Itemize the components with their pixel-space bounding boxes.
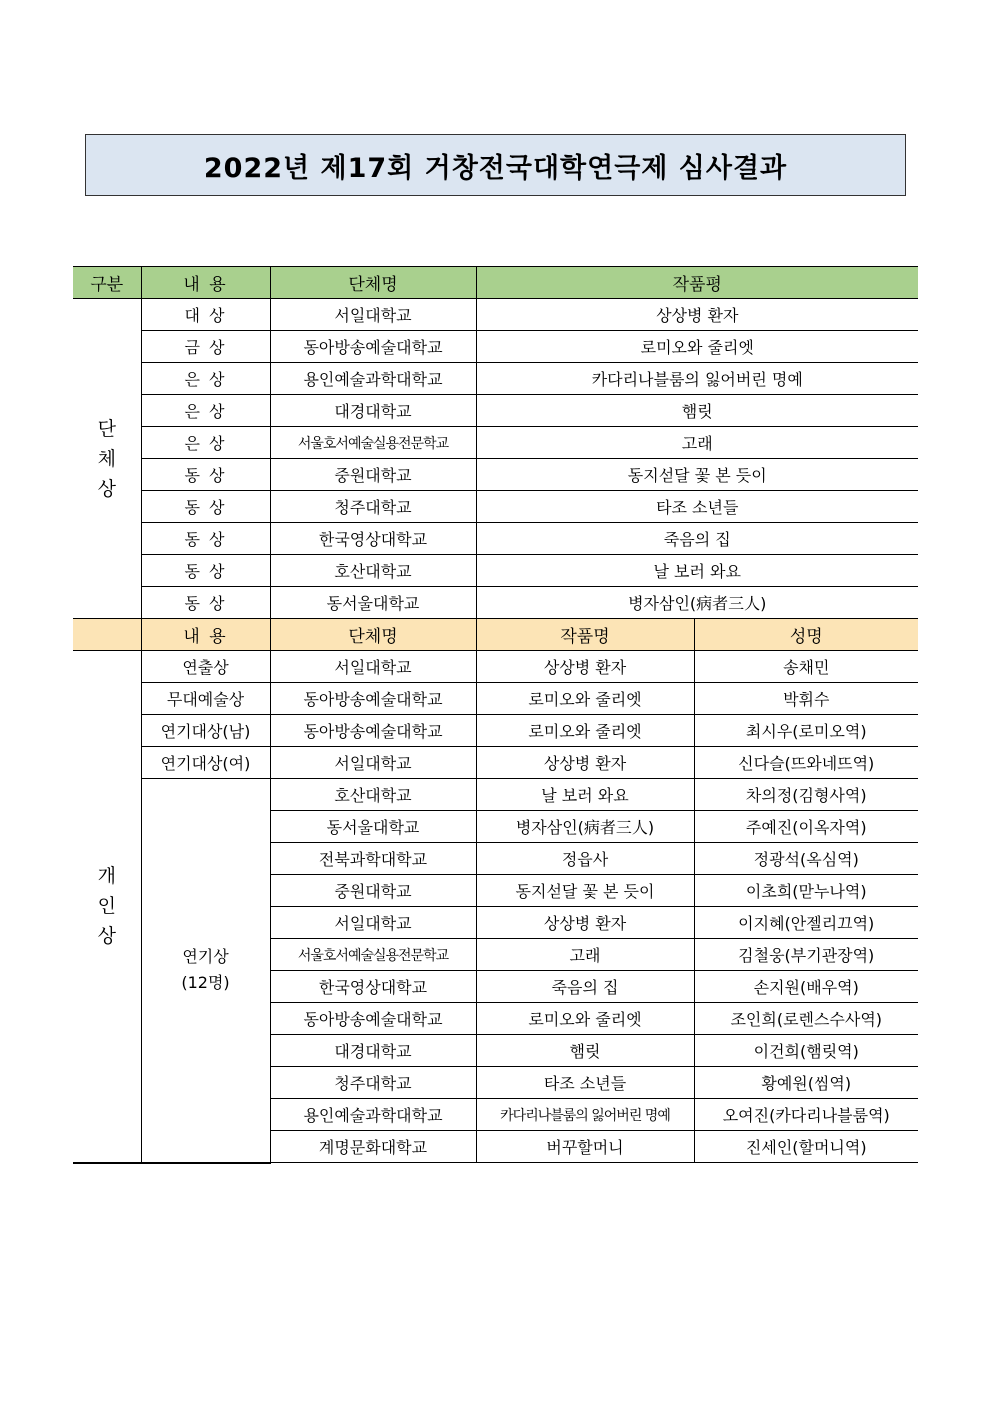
work-cell: 로미오와 줄리엣: [476, 331, 918, 363]
group-category-label-char: 체: [97, 447, 116, 470]
school-cell: 서일대학교: [270, 747, 476, 779]
school-cell: 서울호서예술실용전문학교: [270, 939, 476, 971]
work-cell: 로미오와 줄리엣: [476, 1003, 694, 1035]
work-cell: 날 보러 와요: [476, 779, 694, 811]
work-cell: 상상병 환자: [476, 651, 694, 683]
acting-award-row: [73, 779, 918, 811]
individual-category-label-char: 개: [97, 865, 116, 888]
award-cell: 동 상: [141, 491, 270, 523]
header-school: 단체명: [270, 619, 476, 651]
school-cell: 청주대학교: [270, 1067, 476, 1099]
individual-category-label-char: 상: [97, 925, 116, 948]
school-cell: 호산대학교: [270, 779, 476, 811]
school-cell: 대경대학교: [270, 395, 476, 427]
name-cell: 황예원(씸역): [694, 1067, 918, 1099]
work-cell: 동지섣달 꽃 본 듯이: [476, 459, 918, 491]
page-title-text: 2022년 제17회 거창전국대학연극제 심사결과: [203, 152, 788, 184]
work-cell: 병자삼인(病者三人): [476, 811, 694, 843]
name-cell: 주예진(이옥자역): [694, 811, 918, 843]
school-cell: 중원대학교: [270, 875, 476, 907]
name-cell: 이초희(맏누나역): [694, 875, 918, 907]
school-cell: 용인예술과학대학교: [270, 363, 476, 395]
award-cell: 연출상: [141, 651, 270, 683]
award-cell: 은 상: [141, 427, 270, 459]
school-cell: 용인예술과학대학교: [270, 1099, 476, 1131]
award-cell: 동 상: [141, 555, 270, 587]
individual-category-label-char: 인: [97, 895, 116, 918]
name-cell: 오여진(카다리나블룸역): [694, 1099, 918, 1131]
name-cell: 진세인(할머니역): [694, 1131, 918, 1163]
award-cell: 연기대상(남): [141, 715, 270, 747]
group-award-row: [73, 299, 918, 331]
school-cell: 서울호서예술실용전문학교: [270, 427, 476, 459]
work-cell: 카다리나블룸의 잃어버린 명예: [476, 1099, 694, 1131]
name-cell: 이건희(햄릿역): [694, 1035, 918, 1067]
group-award-row: [73, 395, 918, 427]
results-table: [73, 266, 918, 1164]
group-award-row: [73, 459, 918, 491]
school-cell: 전북과학대학교: [270, 843, 476, 875]
individual-award-row: [73, 651, 918, 683]
header-category: 구분: [73, 267, 141, 299]
award-cell: 은 상: [141, 363, 270, 395]
school-cell: 대경대학교: [270, 1035, 476, 1067]
page-title: [85, 134, 906, 196]
school-cell: 중원대학교: [270, 459, 476, 491]
group-award-row: [73, 555, 918, 587]
school-cell: 동아방송예술대학교: [270, 683, 476, 715]
group-category-label: [73, 299, 141, 619]
work-cell: 고래: [476, 939, 694, 971]
work-cell: 로미오와 줄리엣: [476, 683, 694, 715]
award-cell: 연기대상(여): [141, 747, 270, 779]
award-cell: 동 상: [141, 459, 270, 491]
header-category: [73, 619, 141, 651]
name-cell: 조인희(로렌스수사역): [694, 1003, 918, 1035]
school-cell: 동아방송예술대학교: [270, 331, 476, 363]
work-cell: 햄릿: [476, 395, 918, 427]
name-cell: 정광석(옥심역): [694, 843, 918, 875]
school-cell: 서일대학교: [270, 907, 476, 939]
award-cell: 동 상: [141, 587, 270, 619]
school-cell: 동서울대학교: [270, 811, 476, 843]
award-cell: 무대예술상: [141, 683, 270, 715]
group-award-row: [73, 363, 918, 395]
work-cell: 동지섣달 꽃 본 듯이: [476, 875, 694, 907]
work-cell: 버꾸할머니: [476, 1131, 694, 1163]
header-award: 내 용: [141, 619, 270, 651]
award-cell: 대 상: [141, 299, 270, 331]
header-school: 단체명: [270, 267, 476, 299]
work-cell: 죽음의 집: [476, 523, 918, 555]
group-category-label-char: 단: [97, 417, 116, 440]
acting-award-title: 연기상: [182, 947, 229, 967]
acting-award-label: [141, 779, 270, 1163]
school-cell: 동아방송예술대학교: [270, 1003, 476, 1035]
name-cell: 손지원(배우역): [694, 971, 918, 1003]
award-cell: 금 상: [141, 331, 270, 363]
results-table-body: [73, 267, 918, 1163]
group-category-label-char: 상: [97, 477, 116, 500]
name-cell: 김철웅(부기관장역): [694, 939, 918, 971]
individual-header-row: [73, 619, 918, 651]
school-cell: 한국영상대학교: [270, 971, 476, 1003]
individual-category-label: [73, 651, 141, 1163]
work-cell: 죽음의 집: [476, 971, 694, 1003]
work-cell: 정읍사: [476, 843, 694, 875]
name-cell: 최시우(로미오역): [694, 715, 918, 747]
individual-award-row: [73, 715, 918, 747]
individual-award-row: [73, 683, 918, 715]
group-award-row: [73, 587, 918, 619]
header-name: 성명: [694, 619, 918, 651]
name-cell: 이지혜(안젤리끄역): [694, 907, 918, 939]
award-cell: 동 상: [141, 523, 270, 555]
school-cell: 호산대학교: [270, 555, 476, 587]
name-cell: 차의정(김형사역): [694, 779, 918, 811]
group-award-row: [73, 491, 918, 523]
work-cell: 병자삼인(病者三人): [476, 587, 918, 619]
group-award-row: [73, 523, 918, 555]
name-cell: 박휘수: [694, 683, 918, 715]
work-cell: 날 보러 와요: [476, 555, 918, 587]
school-cell: 동서울대학교: [270, 587, 476, 619]
header-work: 작품평: [476, 267, 918, 299]
group-award-row: [73, 427, 918, 459]
acting-award-count: (12명): [181, 973, 230, 993]
work-cell: 햄릿: [476, 1035, 694, 1067]
school-cell: 한국영상대학교: [270, 523, 476, 555]
header-work: 작품명: [476, 619, 694, 651]
school-cell: 서일대학교: [270, 299, 476, 331]
group-award-row: [73, 331, 918, 363]
work-cell: 고래: [476, 427, 918, 459]
work-cell: 로미오와 줄리엣: [476, 715, 694, 747]
name-cell: 송채민: [694, 651, 918, 683]
work-cell: 타조 소년들: [476, 491, 918, 523]
work-cell: 상상병 환자: [476, 747, 694, 779]
school-cell: 서일대학교: [270, 651, 476, 683]
individual-award-row: [73, 747, 918, 779]
name-cell: 신다슬(뜨와네뜨역): [694, 747, 918, 779]
work-cell: 타조 소년들: [476, 1067, 694, 1099]
work-cell: 상상병 환자: [476, 907, 694, 939]
school-cell: 동아방송예술대학교: [270, 715, 476, 747]
award-cell: 은 상: [141, 395, 270, 427]
school-cell: 계명문화대학교: [270, 1131, 476, 1163]
header-award: 내 용: [141, 267, 270, 299]
work-cell: 상상병 환자: [476, 299, 918, 331]
group-header-row: [73, 267, 918, 299]
school-cell: 청주대학교: [270, 491, 476, 523]
work-cell: 카다리나블룸의 잃어버린 명예: [476, 363, 918, 395]
